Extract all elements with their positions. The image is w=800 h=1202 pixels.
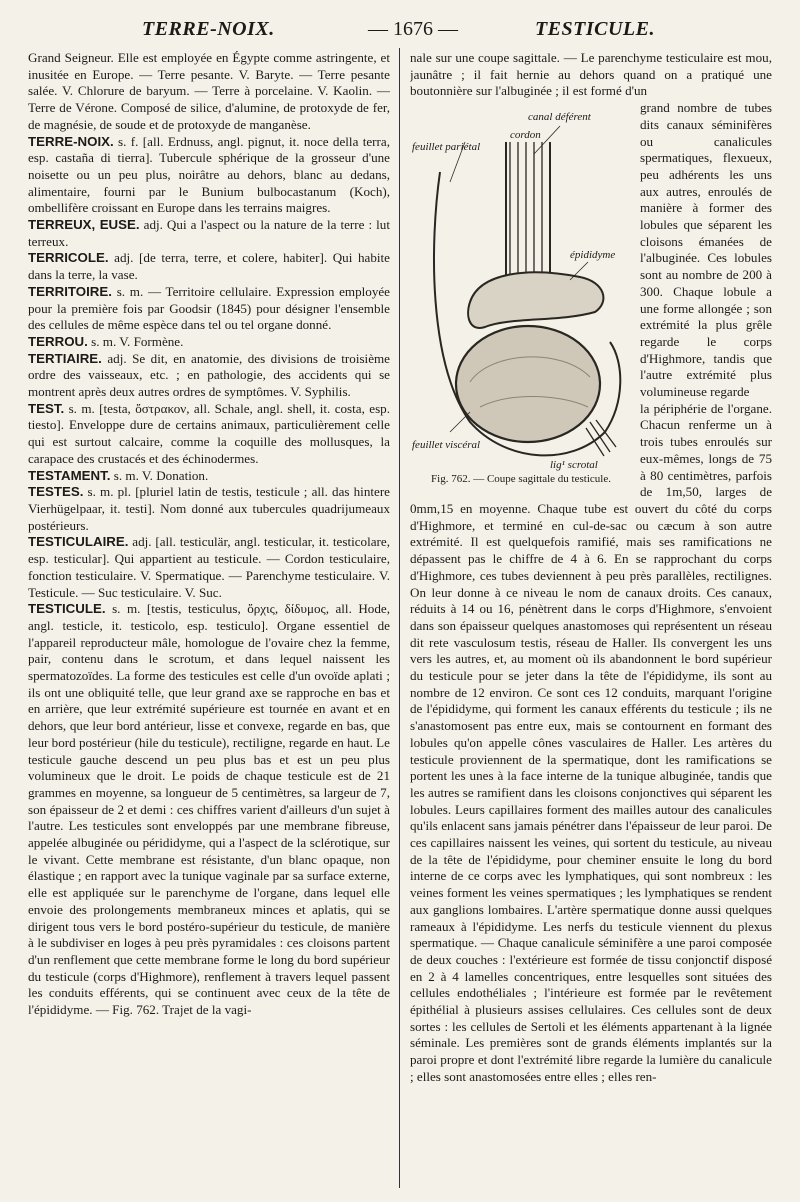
entry-text: s. m. V. Formène. bbox=[87, 333, 184, 349]
label-feuillet-parietal: feuillet pariétal bbox=[412, 141, 481, 154]
label-epididyme: épididyme bbox=[570, 249, 616, 262]
figure-762 bbox=[410, 102, 632, 492]
entry-text: s. m. [testis, testiculus, ὄρχις, δίδυμος, all. Hode, angl. testicle, it. testicolo, esp. testiculo]. Organe essentiel de l'appareil reproducteur mâle, homologue de l'ovaire chez la femme, pair, contenu dans le scrotum, et dans lequel naissent les spermatozoïdes. La forme des testicules est celle d'un ovoïde aplati ; ils ont une obliquité telle, que leur grand axe se rapproche en bas et en arrière, que leur extrémité supérieure est tournée en avant et en dehors, que leur bord antérieur, lisse et convexe, regarde en bas, que leur bord postérieur (hile du testicule), rectiligne, regarde en haut. Le testicule gauche descend un peu plus bas et est un peu plus volumineux que le droit. Le poids de chaque testicule est de 21 grammes en moyenne, sa longueur de 5 centimètres, sa largeur de 7, son épaisseur de 2 et demi : ces chiffres varient d'ailleurs d'un sujet à l'autre. Les testicules sont enveloppés par une membrane fibreuse, appelée albuginée ou pérididyme, qui a l'aspect de la sclérotique, sur le vivant. Cette membrane est résistante, d'un blanc opaque, non élastique ; en rapport avec la tunique vaginale par sa surface externe, elle est appliquée sur le parenchyme de l'organe, dans lequel elle envoie des prolongements membraneux minces et aplatis, qui se dirigent tous vers le bord postéro-supérieur du testicule, de manière à le subdiviser en loges à peu près pyramidales : ces cloisons partent d'un renflement que cette membrane forme le long du bord supérieur du testicule (corps d'Highmore), renflement à travers lequel passent les conduits efférents, qui se continuent avec ceux de la tête de l'épididyme. — Fig. 762. Trajet de la vagi- bbox=[28, 601, 390, 1018]
header-left-title: TERRE-NOIX. bbox=[142, 18, 275, 40]
label-canal-deferent: canal déférent bbox=[528, 111, 591, 124]
dictionary-entry bbox=[28, 401, 390, 468]
entry-headword: TERRE-NOIX. bbox=[28, 133, 114, 149]
column-divider bbox=[399, 48, 400, 1188]
header-right-title: TESTICULE. bbox=[534, 18, 655, 40]
entry-text: s. m. V. Donation. bbox=[110, 467, 209, 483]
entry-text: s. m. pl. [pluriel latin de testis, testicule ; all. das hintere Vierhügelpaar, it. testi]. Nom donné aux tubercules quadrijumeaux postérieurs. bbox=[28, 484, 390, 533]
entry-headword: TESTAMENT. bbox=[28, 467, 111, 483]
entry-headword: TERROU. bbox=[28, 333, 88, 349]
right-column bbox=[410, 50, 772, 1190]
label-feuillet-visceral: feuillet viscéral bbox=[412, 439, 481, 452]
dictionary-entry bbox=[28, 601, 390, 1019]
entry-headword: TESTICULAIRE. bbox=[28, 534, 129, 550]
dictionary-entry bbox=[28, 284, 390, 334]
dictionary-entry bbox=[28, 217, 390, 250]
entry-headword: TERRITOIRE. bbox=[28, 283, 112, 299]
left-column bbox=[28, 50, 390, 1190]
dictionary-entry bbox=[28, 468, 390, 485]
dictionary-entry bbox=[28, 50, 390, 134]
page-number: — 1676 — bbox=[368, 18, 458, 40]
dictionary-entry bbox=[28, 134, 390, 218]
dictionary-entry bbox=[28, 334, 390, 351]
dictionary-entry bbox=[28, 534, 390, 601]
entry-headword: TESTES. bbox=[28, 484, 84, 500]
label-cordon: cordon bbox=[510, 129, 541, 142]
right-beside-figure-paragraph: grand nombre de tubes dits canaux séminifères ou canalicules spermatiques, flexueux, peu adhérents les uns aux autres, enroulés de manière à former des lobules que séparent les cloisons émanées de l'albuginée. Ces lobules sont au nombre de 200 à 300. Chaque lobule a une forme allongée ; son extrémité la plus grêle regarde le corps d'Highmore, tandis que l'autre extrémité plus volumineuse regarde bbox=[640, 100, 772, 400]
testicle-section-illustration bbox=[410, 102, 632, 472]
entry-text: adj. Se dit, en anatomie, des divisions de troisième ordre des vaisseaux, etc. ; en pathologie, des accidents qui se montrent après deux autres ordres de symptômes. V. Syphilis. bbox=[28, 350, 390, 400]
right-intro-paragraph: nale sur une coupe sagittale. — Le parenchyme testiculaire est mou, jaunâtre ; il fait hernie au dehors quand on a pratiqué une boutonnière sur l'albuginée ; il est formé d'un bbox=[410, 50, 772, 99]
dictionary-entry bbox=[28, 250, 390, 283]
entry-text: s. f. [all. Erdnuss, angl. pignut, it. noce della terra, esp. castaña di tierra]. Tubercule sphérique de la grosseur d'une noisette ou un peu plus, noirâtre au dehors, blanc au dedans, alimentaire, fourni par le Bunium bulbocastanum (Koch), ombellifère croissant en Europe dans les terrains maigres. bbox=[28, 133, 390, 216]
entry-text: Grand Seigneur. Elle est employée en Égypte comme astringente, et inusitée en Europe. — Terre pesante. V. Baryte. — Terre pesante salée. V. Chlorure de baryum. — Terre à porcelaine. V. Kaolin. — Terre de Vérone. Composé de silice, d'alumine, de protoxyde de fer, de magnésie, de soude et de protoxyde de manganèse. bbox=[28, 50, 390, 132]
dictionary-entry bbox=[28, 351, 390, 401]
entry-headword: TEST. bbox=[28, 400, 65, 416]
entry-headword: TERTIAIRE. bbox=[28, 350, 102, 366]
label-lig-scrotal: lig¹ scrotal bbox=[550, 459, 598, 472]
entry-headword: TESTICULE. bbox=[28, 601, 106, 617]
entry-text: adj. Qui a l'aspect ou la nature de la terre : lut terreux. bbox=[28, 217, 390, 249]
page-header bbox=[30, 18, 760, 46]
entry-text: s. m. [testa, ὄστρακον, all. Schale, angl. shell, it. costa, esp. tiesto]. Enveloppe dure de certains animaux, particulièrement celle qui est surtout calcaire, comme la coquille des mollusques, la carapace des crustacés et des échinodermes. bbox=[28, 400, 390, 466]
right-continuation-paragraph: la périphérie de l'organe. Chacun renferme un à trois tubes enroulés sur eux-mêmes, longs de 75 à 80 centimètres, parfois de 1m,50, larges de 0mm,15 en moyenne. Chaque tube est ouvert du côté du corps d'Highmore, et terminé en cul-de-sac ou cæcum à son autre extrémité. Il est quelquefois ramifié, mais ses ramifications ne dépassent pas le chiffre de 4 à 6. En se rapprochant du corps d'Highmore, ces tubes deviennent à peu près parallèles, rectilignes. On leur donne à ce niveau le nom de canaux droits. Ces canaux, réduits à 14 ou 16, pénètrent dans le corps d'Highmore, s'envoient dans son épaisseur quelques anastomoses qui représentent un réseau dit rete vasculosum testis, réseau de Haller. Ils convergent les uns vers les autres, et, au moment où ils abandonnent le bord supérieur du testicule pour se jeter dans la tête de l'épididyme, ils sont au nombre de 12 environ. Ce sont ces 12 conduits, marquant l'origine de l'épididyme, qui forment les canaux efférents du testicule ; ils ne s'anastomosent pas entre eux, mais se contournent en formant des lobules qu'on appelle cônes vasculaires de Haller. Les artères du testicule proviennent de la spermatique, dont les ramifications se portent les unes à la face interne de la tunique albuginée, tandis que les autres se ramifient dans les cloisons conjonctives qui séparent les lobules. Leurs capillaires forment des mailles autour des canalicules qu'ils enlacent sans jamais pénétrer dans l'épaisseur de leur paroi. De ces capillaires naissent les veines, qui sortent du testicule, au niveau de la tête de l'épididyme, pour cheminer ensuite le long du bord interne de ce corps avec les lymphatiques, qui sont nombreux : les veines forment les veines spermatiques ; les lymphatiques se rendent aux ganglions lombaires. L'artère spermatique donne aussi quelques rameaux à l'épididyme. Les nerfs du testicule viennent du plexus spermatique. — Chaque canalicule séminifère a une paroi composée de deux couches : l'extérieure est formée de tissu conjonctif disposé en 2 à 4 lamelles concentriques, entre lesquelles sont situées des cellules endothéliales ; l'intérieure est formée par le revêtement épithélial à plusieurs assises cellulaires. Ces cellules sont de deux sortes : les cellules de Sertoli et les éléments appartenant à la lignée séminale. Les premières sont de grands éléments implantés sur la paroi propre et dont l'extrémité libre regarde la lumière du canalicule ; elles sont anastomosées entre elles ; elles ren- bbox=[410, 400, 772, 1084]
entry-text: s. m. — Territoire cellulaire. Expression employée pour la première fois par Goodsir (1845) pour désigner l'ensemble des cellules de même espèce dans tel ou tel organe donné. bbox=[28, 283, 390, 333]
entry-text: adj. [de terra, terre, et colere, habiter]. Qui habite dans la terre, la vase. bbox=[28, 250, 390, 283]
figure-caption: Fig. 762. — Coupe sagittale du testicule. bbox=[431, 473, 611, 486]
entry-headword: TERRICOLE. bbox=[28, 250, 109, 266]
entry-text: adj. [all. testiculär, angl. testicular, it. testicolare, esp. testicular]. Qui appartient au testicule. — Cordon testiculaire, fonction testiculaire. V. Spermatique. — Parenchyme testiculaire. V. Testicule. — Suc testiculaire. V. Suc. bbox=[28, 534, 390, 600]
entry-headword: TERREUX, EUSE. bbox=[28, 217, 140, 233]
dictionary-entry bbox=[28, 484, 390, 534]
